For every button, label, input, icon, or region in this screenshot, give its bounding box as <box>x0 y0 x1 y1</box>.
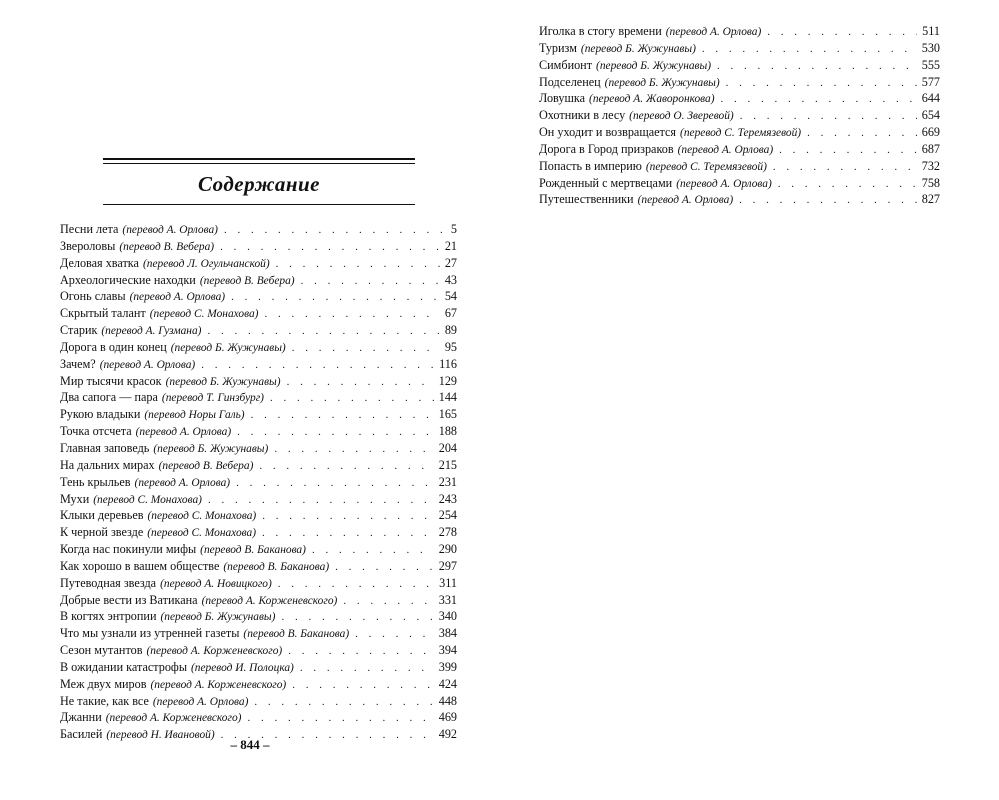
toc-entry-page: 43 <box>444 272 457 287</box>
toc-leader-dots <box>237 424 434 441</box>
toc-entry-page: 394 <box>438 643 457 658</box>
toc-entry-translator: (перевод Б. Жужунавы) <box>170 341 286 354</box>
toc-entry <box>539 57 940 74</box>
toc-entry <box>60 474 457 491</box>
toc-entry <box>539 175 940 192</box>
toc-entry <box>60 305 457 322</box>
toc-entry-title: Мир тысячи красок <box>60 373 162 388</box>
toc-entry-title: Симбионт <box>539 57 593 72</box>
toc-entry-translator: (перевод Л. Огульчанской) <box>142 257 270 270</box>
toc-leader-dots <box>717 58 917 75</box>
toc-entry <box>60 457 457 474</box>
toc-leader-dots <box>276 256 440 273</box>
toc-entry-page: 165 <box>438 407 457 422</box>
toc-entry-title: Рукою владыки <box>60 407 141 422</box>
toc-entry-translator: (перевод А. Орлова) <box>122 224 218 236</box>
toc-entry-translator: (перевод В. Вебера) <box>199 274 295 287</box>
toc-entry <box>539 23 940 40</box>
toc-entry-translator: (перевод В. Баканова) <box>243 628 350 641</box>
toc-entry-title: Огонь славы <box>60 289 126 304</box>
toc-list-left <box>60 221 457 743</box>
toc-leader-dots <box>288 643 434 660</box>
toc-entry-translator: (перевод С. Монахова) <box>147 527 256 540</box>
toc-entry <box>60 491 457 508</box>
toc-entry <box>60 221 457 238</box>
toc-entry-translator: (перевод А. Корженевского) <box>150 678 287 691</box>
toc-entry-translator: (перевод А. Орлова) <box>665 26 762 38</box>
toc-entry-title: Клыки деревьев <box>60 508 144 523</box>
toc-entry <box>60 676 457 693</box>
toc-leader-dots <box>259 458 433 475</box>
toc-entry-title: Когда нас покинули мифы <box>60 542 197 557</box>
toc-entry-page: 492 <box>438 727 457 742</box>
toc-entry-page: 67 <box>444 306 457 321</box>
toc-list-right <box>539 23 940 208</box>
toc-leader-dots <box>254 694 433 711</box>
header-rule-thick <box>103 158 415 160</box>
toc-entry <box>60 625 457 642</box>
toc-entry <box>60 288 457 305</box>
toc-entry-title: Тень крыльев <box>60 474 131 489</box>
toc-leader-dots <box>739 192 917 209</box>
toc-entry-translator: (перевод Б. Жужунавы) <box>160 611 276 624</box>
toc-leader-dots <box>281 609 433 626</box>
toc-entry-page: 89 <box>444 323 457 338</box>
toc-entry-page: 732 <box>921 158 940 173</box>
toc-entry-translator: (перевод А. Корженевского) <box>201 594 338 607</box>
toc-entry-translator: (перевод С. Монахова) <box>93 493 202 506</box>
toc-entry-translator: (перевод С. Теремязевой) <box>645 160 767 173</box>
toc-entry-page: 254 <box>438 508 457 523</box>
toc-entry-page: 577 <box>921 74 940 89</box>
toc-entry-title: Не такие, как все <box>60 693 149 708</box>
toc-entry-translator: (перевод А. Орлова) <box>676 177 772 190</box>
toc-entry-title: Туризм <box>539 40 577 55</box>
toc-entry-translator: (перевод А. Гузмана) <box>101 325 202 338</box>
toc-leader-dots <box>292 677 433 694</box>
toc-entry-page: 27 <box>444 255 457 270</box>
toc-leader-dots <box>773 159 917 176</box>
toc-entry <box>60 272 457 289</box>
header-rule-bottom <box>103 204 415 205</box>
toc-entry-page: 530 <box>921 40 940 55</box>
toc-entry <box>539 158 940 175</box>
toc-leader-dots <box>264 306 439 323</box>
toc-leader-dots <box>301 273 440 290</box>
toc-leader-dots <box>767 24 917 41</box>
toc-entry-translator: (перевод В. Баканова) <box>223 560 330 573</box>
toc-entry-page: 54 <box>444 289 457 304</box>
header-rule-thin <box>103 163 415 164</box>
toc-entry-title: К черной звезде <box>60 525 144 540</box>
toc-leader-dots <box>270 390 434 407</box>
toc-entry <box>539 191 940 208</box>
toc-entry <box>60 608 457 625</box>
toc-entry-title: Точка отсчета <box>60 424 132 439</box>
toc-entry <box>60 339 457 356</box>
toc-leader-dots <box>220 239 440 256</box>
toc-entry <box>539 74 940 91</box>
toc-entry-translator: (перевод С. Теремязевой) <box>680 127 802 140</box>
toc-entry-title: Сезон мутантов <box>60 643 143 658</box>
toc-entry-translator: (перевод А. Орлова) <box>677 143 774 156</box>
toc-leader-dots <box>207 323 439 340</box>
toc-entry <box>60 709 457 726</box>
toc-entry-translator: (перевод А. Новицкого) <box>160 577 272 590</box>
toc-entry-title: В когтях энтропии <box>60 609 157 624</box>
toc-leader-dots <box>208 492 434 509</box>
toc-entry-title: Песни лета <box>60 222 119 236</box>
toc-entry-translator: (перевод А. Орлова) <box>637 194 734 207</box>
toc-leader-dots <box>292 340 440 357</box>
toc-entry-title: Охотники в лесу <box>539 108 626 123</box>
toc-entry-translator: (перевод Б. Жужунавы) <box>604 76 720 89</box>
toc-leader-dots <box>300 660 434 677</box>
toc-leader-dots <box>251 407 434 424</box>
toc-entry <box>60 238 457 255</box>
toc-entry-page: 758 <box>921 175 940 190</box>
toc-entry-title: Джанни <box>60 710 102 725</box>
toc-entry <box>60 423 457 440</box>
toc-entry <box>539 107 940 124</box>
toc-entry <box>60 693 457 710</box>
toc-entry <box>60 356 457 373</box>
toc-entry-page: 555 <box>921 57 940 72</box>
toc-entry-page: 340 <box>438 609 457 624</box>
toc-entry-translator: (перевод А. Орлова) <box>135 426 232 439</box>
toc-entry-page: 448 <box>438 693 457 708</box>
toc-entry-translator: (перевод А. Корженевского) <box>105 712 242 725</box>
toc-entry-title: Рожденный с мертвецами <box>539 175 673 190</box>
toc-entry <box>60 507 457 524</box>
toc-entry <box>539 40 940 57</box>
toc-entry <box>60 558 457 575</box>
toc-entry-title: Как хорошо в вашем обществе <box>60 558 220 573</box>
toc-entry-title: Ловушка <box>539 91 586 106</box>
toc-entry-title: Главная заповедь <box>60 440 150 455</box>
toc-entry-title: Путеводная звезда <box>60 575 157 590</box>
toc-entry-translator: (перевод А. Орлова) <box>134 476 231 489</box>
toc-leader-dots <box>247 710 433 727</box>
toc-entry-translator: (перевод Б. Жужунавы) <box>596 59 712 72</box>
toc-leader-dots <box>343 593 433 610</box>
toc-entry <box>60 524 457 541</box>
toc-entry-title: Добрые вести из Ватикана <box>60 592 198 607</box>
toc-entry-title: Он уходит и возвращается <box>539 125 677 140</box>
toc-leader-dots <box>355 626 434 643</box>
toc-entry <box>539 141 940 158</box>
toc-entry-page: 243 <box>438 491 457 506</box>
toc-entry-title: Старик <box>60 323 98 338</box>
toc-leader-dots <box>262 508 434 525</box>
toc-entry <box>539 90 940 107</box>
toc-entry-title: Скрытый талант <box>60 306 146 321</box>
toc-entry-translator: (перевод Норы Галь) <box>144 409 245 422</box>
toc-entry-translator: (перевод И. Полоцка) <box>191 661 294 674</box>
contents-header <box>103 158 415 208</box>
toc-entry-page: 144 <box>438 390 457 405</box>
toc-entry <box>60 322 457 339</box>
toc-entry-page: 311 <box>439 575 457 590</box>
toc-entry <box>60 389 457 406</box>
toc-entry <box>60 541 457 558</box>
toc-entry-title: Звероловы <box>60 238 116 253</box>
toc-entry-page: 188 <box>438 424 457 439</box>
toc-entry-page: 297 <box>438 558 457 573</box>
toc-leader-dots <box>721 91 917 108</box>
toc-leader-dots <box>287 374 434 391</box>
toc-entry-title: На дальних мирах <box>60 457 155 472</box>
toc-entry-page: 511 <box>922 24 940 38</box>
toc-entry-page: 278 <box>438 525 457 540</box>
toc-entry-page: 654 <box>921 108 940 123</box>
toc-leader-dots <box>312 542 434 559</box>
toc-leader-dots <box>779 142 917 159</box>
toc-entry-page: 399 <box>438 659 457 674</box>
toc-leader-dots <box>201 357 434 374</box>
toc-entry-translator: (перевод О. Зверевой) <box>629 110 734 123</box>
toc-entry-page: 827 <box>921 192 940 207</box>
toc-entry-translator: (перевод А. Орлова) <box>99 358 196 371</box>
toc-leader-dots <box>224 222 446 239</box>
toc-entry-title: Меж двух миров <box>60 676 147 691</box>
toc-leader-dots <box>740 108 917 125</box>
toc-leader-dots <box>231 289 440 306</box>
toc-entry-page: 215 <box>438 457 457 472</box>
toc-entry-page: 424 <box>438 676 457 691</box>
toc-entry-translator: (перевод А. Жаворонкова) <box>589 93 715 106</box>
toc-entry <box>60 592 457 609</box>
toc-leader-dots <box>702 41 917 58</box>
toc-entry-page: 669 <box>921 125 940 140</box>
toc-entry <box>60 255 457 272</box>
toc-entry-translator: (перевод А. Корженевского) <box>146 645 283 658</box>
toc-entry <box>60 575 457 592</box>
toc-entry-translator: (перевод В. Баканова) <box>200 544 306 557</box>
right-page <box>500 0 999 800</box>
toc-entry-page: 644 <box>921 91 940 106</box>
toc-entry-title: Иголка в стогу времени <box>539 24 662 38</box>
toc-entry <box>60 440 457 457</box>
toc-entry-page: 204 <box>438 440 457 455</box>
toc-leader-dots <box>262 525 434 542</box>
toc-entry-page: 469 <box>438 710 457 725</box>
toc-entry <box>539 124 940 141</box>
toc-leader-dots <box>726 75 917 92</box>
toc-entry-title: Археологические находки <box>60 272 196 287</box>
toc-entry <box>60 373 457 390</box>
toc-entry-page: 231 <box>438 474 457 489</box>
toc-entry-translator: (перевод Б. Жужунавы) <box>153 442 269 455</box>
toc-leader-dots <box>335 559 434 576</box>
toc-entry-page: 21 <box>444 238 457 253</box>
toc-entry-translator: (перевод С. Монахова) <box>149 308 259 321</box>
toc-leader-dots <box>274 441 433 458</box>
toc-entry-page: 5 <box>450 222 457 236</box>
toc-entry <box>60 406 457 423</box>
toc-entry-translator: (перевод С. Монахова) <box>147 510 257 523</box>
toc-entry-translator: (перевод Б. Жужунавы) <box>165 375 281 388</box>
toc-entry-title: Мухи <box>60 491 90 506</box>
toc-entry-translator: (перевод Т. Гинзбург) <box>161 392 264 405</box>
toc-entry-translator: (перевод В. Вебера) <box>158 459 254 472</box>
toc-entry-page: 687 <box>921 141 940 156</box>
toc-entry-title: Дорога в Город призраков <box>539 141 674 156</box>
toc-entry-translator: (перевод Б. Жужунавы) <box>580 42 696 55</box>
toc-entry-translator: (перевод А. Орлова) <box>152 695 249 708</box>
toc-entry-translator: (перевод Н. Ивановой) <box>106 729 215 742</box>
toc-entry-translator: (перевод А. Орлова) <box>129 291 226 304</box>
toc-entry <box>60 642 457 659</box>
toc-entry-title: Попасть в империю <box>539 158 642 173</box>
toc-leader-dots <box>778 176 917 193</box>
toc-entry-title: Два сапога — пара <box>60 390 158 405</box>
toc-leader-dots <box>236 475 434 492</box>
toc-entry-title: В ожидании катастрофы <box>60 659 188 674</box>
toc-entry-title: Зачем? <box>60 356 96 371</box>
toc-entry-title: Путешественники <box>539 192 634 207</box>
toc-entry <box>60 659 457 676</box>
toc-entry-title: Басилей <box>60 727 103 742</box>
toc-entry-page: 331 <box>438 592 457 607</box>
toc-leader-dots <box>278 576 434 593</box>
toc-leader-dots <box>807 125 917 142</box>
toc-entry-page: 290 <box>438 542 457 557</box>
toc-entry-translator: (перевод В. Вебера) <box>119 240 215 253</box>
page-number: – 844 – <box>230 737 270 752</box>
toc-entry-title: Дорога в один конец <box>60 339 167 354</box>
toc-entry-page: 129 <box>438 373 457 388</box>
toc-entry-page: 95 <box>444 339 457 354</box>
toc-entry-title: Подселенец <box>539 74 601 89</box>
contents-heading: Содержание <box>198 172 320 196</box>
toc-entry-page: 116 <box>439 356 457 371</box>
toc-entry-title: Что мы узнали из утренней газеты <box>60 626 240 641</box>
toc-entry-title: Деловая хватка <box>60 255 139 270</box>
toc-entry-page: 384 <box>438 626 457 641</box>
